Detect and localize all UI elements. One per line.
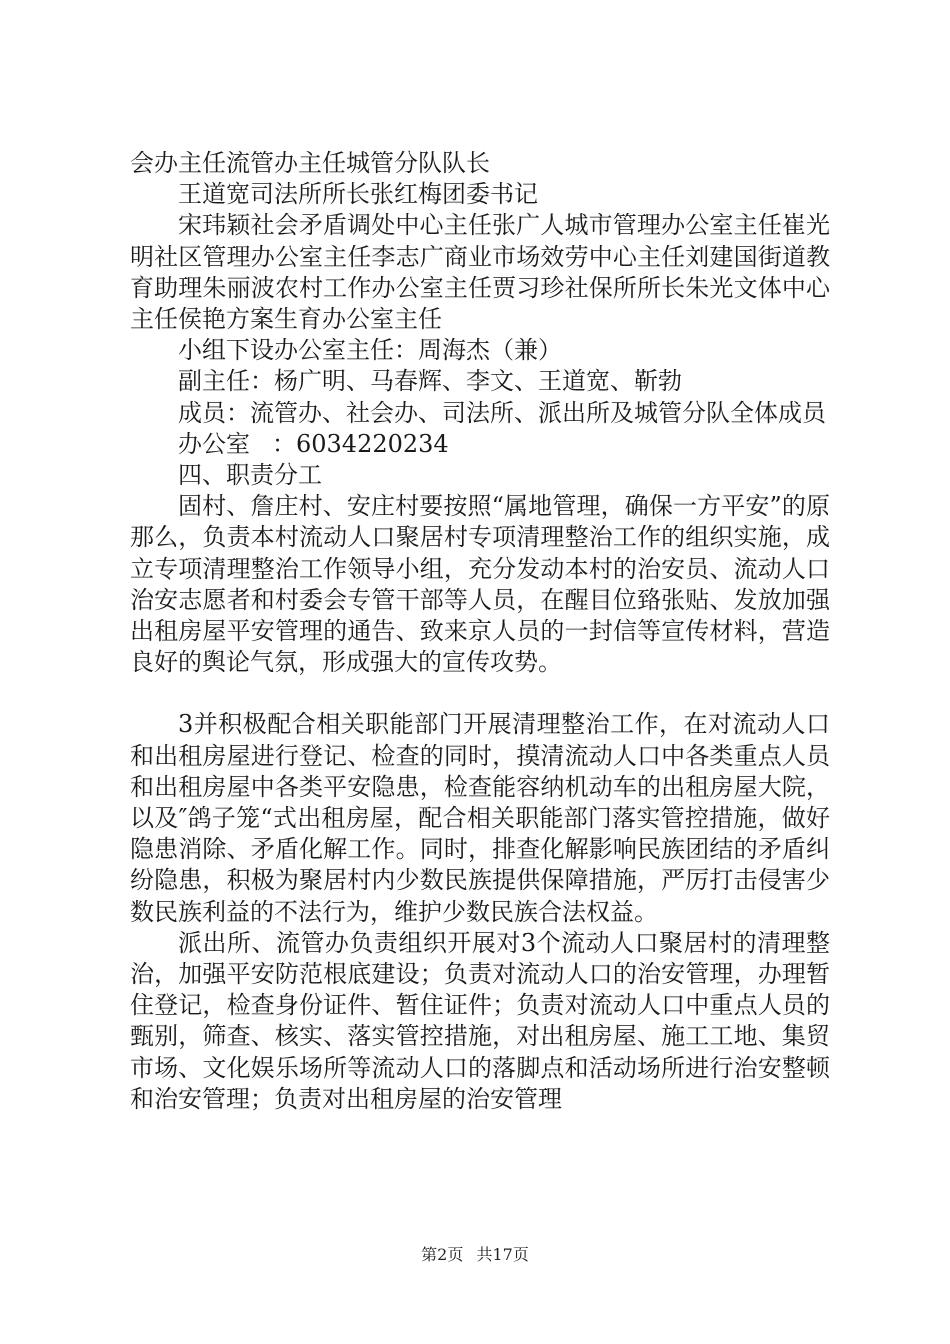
paragraph-police-duties: 派出所、流管办负责组织开展对3个流动人口聚居村的清理整治，加强平安防范根底建设；负责对流动人口的治安管理，办理暂住登记，检查身份证件、暂住证件；负责对流动人口中重点人员的甄别，筛查、核实、落实管控措施，对出租房屋、施工工地、集贸市场、文化娱乐场所等流动人口的落脚点和活动场所进行治安整顿和治安管理；负责对出租房屋的治安管理 xyxy=(130,928,830,1113)
page-total: 共17页 xyxy=(476,1245,529,1264)
section-heading: 四、职责分工 xyxy=(178,461,322,490)
paragraph-gap xyxy=(130,678,830,709)
text-line: 王道宽司法所所长张红梅团委书记 xyxy=(178,180,538,209)
office-label: 办公室 xyxy=(178,429,250,458)
text-line: 会办主任流管办主任城管分队队长 xyxy=(130,149,490,177)
office-phone-line xyxy=(130,429,830,460)
paragraph-village-duties: 固村、詹庄村、安庄村要按照“属地管理，确保一方平安”的原那么，负责本村流动人口聚居村专项清理整治工作的组织实施，成立专项清理整治工作领导小组，充分发动本村的治安员、流动人口治安志愿者和村委会专管干部等人员，在醒目位臵张贴、发放加强出租房屋平安管理的通告、致来京人员的一封信等宣传材料，营造良好的舆论气氛，形成强大的宣传攻势。 xyxy=(130,492,830,677)
page-footer xyxy=(0,1245,950,1265)
paragraph-cooperation: 3并积极配合相关职能部门开展清理整治工作，在对流动人口和出租房屋进行登记、检查的同时，摸清流动人口中各类重点人员和出租房屋中各类平安隐患，检查能容纳机动车的出租房屋大院，以及″鸽子笼“式出租房屋，配合相关职能部门落实管控措施，做好隐患消除、矛盾化解工作。同时，排查化解影响民族团结的矛盾纠纷隐患，积极为聚居村内少数民族提供保障措施，严厉打击侵害少数民族利益的不法行为，维护少数民族合法权益。 xyxy=(130,710,830,926)
office-phone: ：6034220234 xyxy=(272,429,449,458)
committee-members-paragraph: 宋玮颖社会矛盾调处中心主任张广人城市管理办公室主任崔光明社区管理办公室主任李志广商业市场效劳中心主任刘建国街道教育助理朱丽波农村工作办公室主任贾习珍社保所所长朱光文体中心主任侯艳方案生育办公室主任 xyxy=(130,211,830,334)
office-director-line: 小组下设办公室主任：周海杰（兼） xyxy=(178,336,562,365)
document-body xyxy=(130,148,830,1115)
members-line: 成员：流管办、社会办、司法所、派出所及城管分队全体成员 xyxy=(178,398,826,427)
page-number: 第2页 xyxy=(421,1245,464,1264)
deputy-director-line: 副主任：杨广明、马春辉、李文、王道宽、靳勃 xyxy=(178,367,682,396)
